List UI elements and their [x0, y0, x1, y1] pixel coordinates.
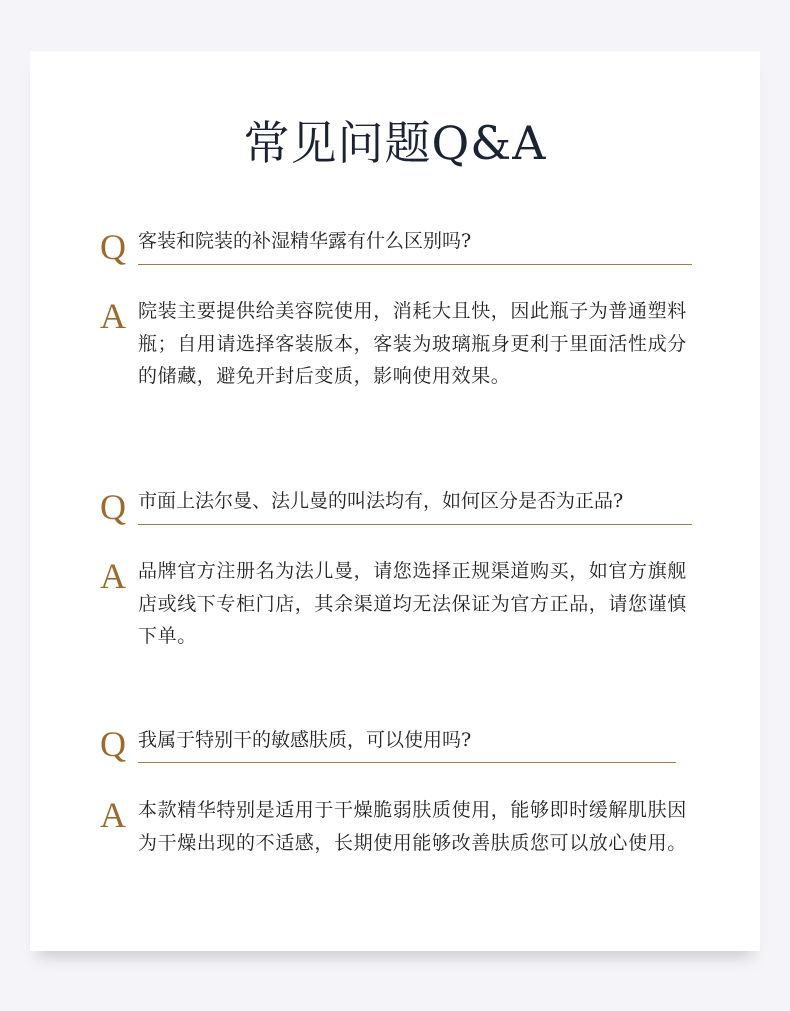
answer-marker-a: A	[100, 556, 126, 596]
answer-marker-a: A	[100, 795, 126, 835]
faq-answer-2: 品牌官方注册名为法儿曼，请您选择正规渠道购买，如官方旗舰店或线下专柜门店，其余渠道均无法保证为官方正品，请您谨慎下单。	[138, 560, 687, 647]
question-marker-q: Q	[100, 487, 126, 527]
answer-marker-a: A	[100, 296, 126, 336]
faq-question-2: 市面上法尔曼、法儿曼的叫法均有，如何区分是否为正品?	[138, 490, 624, 512]
faq-question-1: 客装和院装的补湿精华露有什么区别吗?	[138, 230, 472, 252]
page-title: 常见问题Q&A	[243, 116, 547, 170]
faq-answer-3: 本款精华特别是适用于干燥脆弱肤质使用，能够即时缓解肌肤因为干燥出现的不适感，长期使用能够改善肤质您可以放心使用。	[138, 799, 687, 854]
question-marker-q: Q	[100, 724, 126, 764]
faq-answer-1: 院装主要提供给美容院使用，消耗大且快，因此瓶子为普通塑料瓶；自用请选择客装版本，客装为玻璃瓶身更利于里面活性成分的储藏，避免开封后变质，影响使用效果。	[138, 300, 687, 387]
question-divider	[138, 524, 692, 525]
faq-question-3: 我属于特别干的敏感肤质，可以使用吗?	[138, 729, 472, 751]
question-marker-q: Q	[100, 227, 126, 267]
question-divider	[138, 762, 676, 763]
question-divider	[138, 264, 692, 265]
